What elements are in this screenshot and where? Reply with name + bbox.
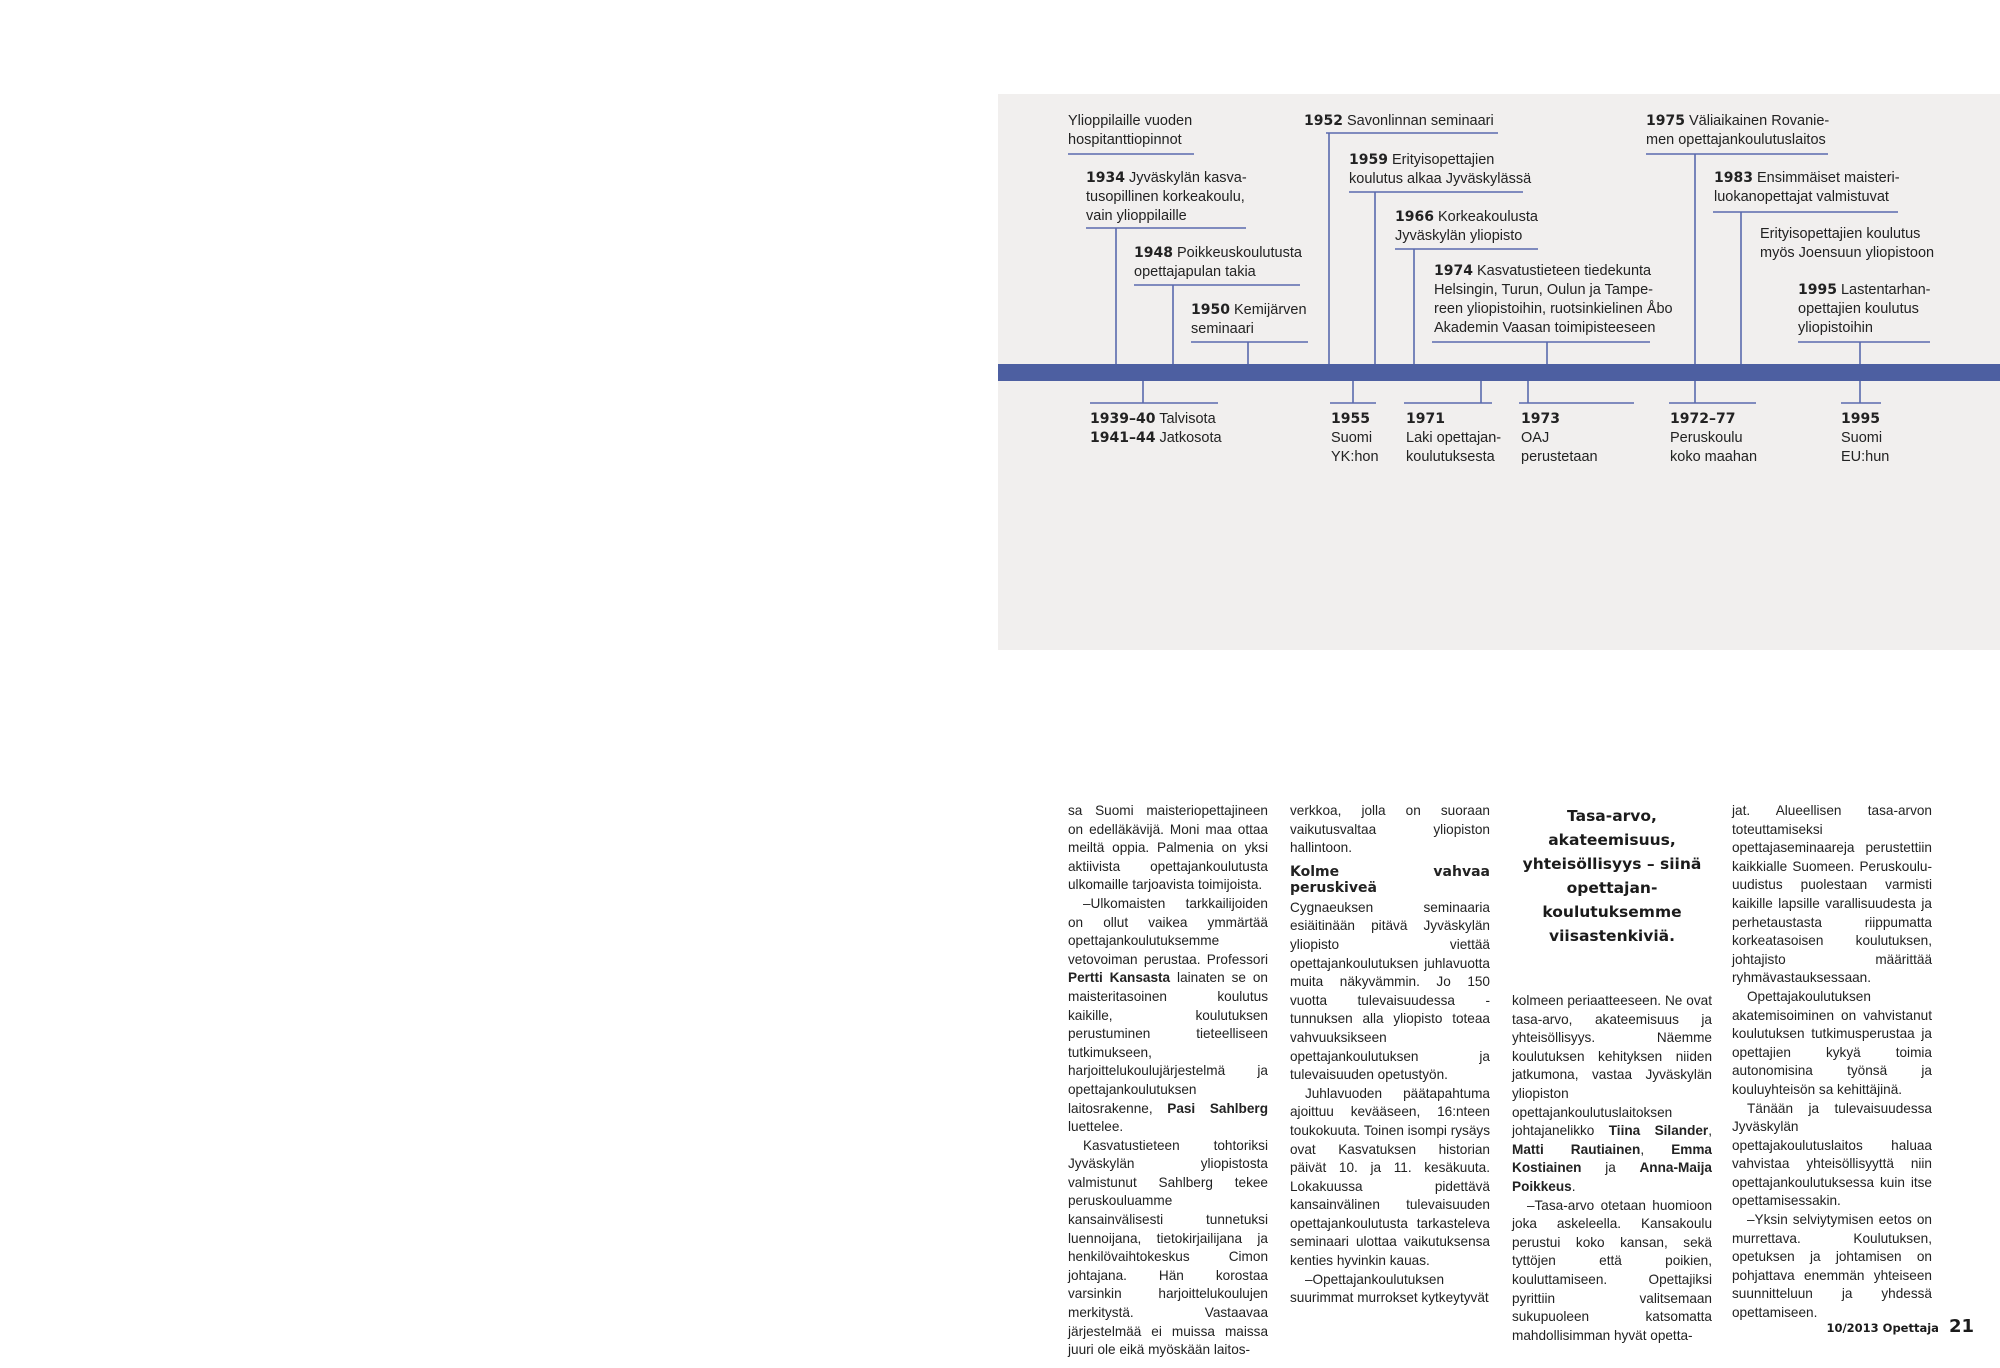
event-hospitant: Ylioppilaille vuoden hospitanttiopinnot bbox=[1068, 113, 1193, 148]
paragraph: verkkoa, jolla on suoraan vaikutusvaltaa yliopiston hallintoon. bbox=[1290, 803, 1490, 856]
paragraph: –Ulkomaisten tarkkailijoiden on ollut vaikea ymmärtää opettajankoulutuksemme vetovoiman perustaa. Professori Pertti Kansasta lainaten se on maisteritasoinen koulutus kaikille, koulutuksen perustuminen tieteelliseen tutkimukseen, harjoittelukoulujärjestelmä ja opettajankoulutuksen laitosrakenne, Pasi Sahlberg luettelee. bbox=[1068, 895, 1268, 1135]
paragraph: Juhlavuoden päätapahtuma ajoittuu kevääseen, 16:nteen toukokuuta. Toinen isompi rysäys ovat Kasvatuksen historian päivät 10. ja 11. kesäkuuta. Lokakuussa pidettävä kansainvälinen tulevaisuuden opettajankoulutusta tarkasteleva seminaari ulottaa vaikutuksensa kenties hyvinkin kauas. bbox=[1290, 1085, 1490, 1269]
event-1983: 1983 Ensimmäiset maisteri- luokanopettajat valmistuvat bbox=[1714, 170, 1900, 205]
paragraph: Opettajakoulutuksen akatemisoiminen on vahvistanut koulutuksen tutkimusperustaa ja opettajien kykyä toimia autonomisina työnsä ja kouluyhteisön sa kehittäjinä. bbox=[1732, 988, 1932, 1097]
event-1973: 1973 OAJ perustetaan bbox=[1521, 411, 1598, 465]
page-number: 21 bbox=[1948, 1316, 1974, 1337]
event-1975: 1975 Väliaikainen Rovanie- men opettajankoulutuslaitos bbox=[1646, 113, 1830, 148]
event-1955: 1955 Suomi YK:hon bbox=[1331, 411, 1379, 465]
event-1974: 1974 Kasvatustieteen tiedekunta Helsingin, Turun, Oulun ja Tampe- reen yliopistoihin, ruotsinkielinen Åbo Akademin Vaasan toimipisteeseen bbox=[1434, 263, 1673, 336]
event-1959: 1959 Erityisopettajien koulutus alkaa Jyväskylässä bbox=[1349, 152, 1532, 187]
event-1995-lastentarha: 1995 Lastentarhan- opettajien koulutus yliopistoihin bbox=[1798, 282, 1931, 336]
paragraph: sa Suomi maisteriopettajineen on edelläkävijä. Moni maa ottaa meiltä oppia. Palmenia on yksi aktiivista opettajankoulutusta ulkomaille tarjoavista toimijoista. bbox=[1068, 803, 1268, 893]
article-column-2 bbox=[1290, 802, 1490, 1308]
article-column-1 bbox=[1068, 802, 1268, 1360]
article-column-3 bbox=[1512, 992, 1712, 1345]
paragraph: kolmeen periaatteeseen. Ne ovat tasa-arvo, akateemisuus ja yhteisöllisyys. Näemme koulutuksen kehityksen niiden jatkumona, vastaa Jyväskylän yliopiston opettajankoulutuslaitoksen johtajanelikko Tiina Silander, Matti Rautiainen, Emma Kostiainen ja Anna-Maija Poikkeus. bbox=[1512, 993, 1713, 1194]
pull-quote: Tasa-arvo, akateemisuus, yhteisöllisyys – siinä opettajankoulutuksemme viisastenkiviä. bbox=[1522, 807, 1702, 945]
event-1952: 1952 Savonlinnan seminaari bbox=[1304, 113, 1494, 129]
event-1950: 1950 Kemijärven seminaari bbox=[1191, 302, 1307, 337]
paragraph: –Yksin selviytymisen eetos on murrettava. Koulutuksen, opetuksen ja johtamisen on pohjattava enemmän yhteiseen suunnitteluun ja yhdessä opettamiseen. bbox=[1732, 1212, 1932, 1321]
paragraph: Cygnaeuksen seminaaria esiäitinään pitävä Jyväskylän yliopisto viettää opettajankoulutuksen juhlavuotta muita näkyvämmin. Jo 150 vuotta tulevaisuudessa -tunnuksen alla yliopisto toteaa vahvuuksikseen opettajankoulutuksen ja tulevaisuuden opetustyön. bbox=[1290, 899, 1490, 1083]
paragraph: –Tasa-arvo otetaan huomioon joka askeleella. Kansakoulu perustui koko kansan, sekä tyttöjen että poikien, kouluttamiseen. Opettajiksi pyrittiin valitsemaan sukupuoleen katsomatta mahdollisimman hyvät opetta- bbox=[1512, 1197, 1712, 1343]
timeline-axis bbox=[998, 364, 2000, 381]
event-1971: 1971 Laki opettajan- koulutuksesta bbox=[1406, 411, 1502, 465]
article-column-4 bbox=[1732, 802, 1932, 1323]
event-1966: 1966 Korkeakoulusta Jyväskylän yliopisto bbox=[1395, 209, 1538, 244]
section-heading: Kolme vahvaa peruskiveä bbox=[1290, 863, 1490, 896]
event-1934: 1934 Jyväskylän kasva- tusopillinen korkeakoulu, vain ylioppilaille bbox=[1086, 170, 1247, 224]
issue-label: 10/2013 Opettaja bbox=[1826, 1321, 1939, 1335]
event-1948: 1948 Poikkeuskoulutusta opettajapulan takia bbox=[1134, 245, 1302, 280]
timeline-panel bbox=[998, 94, 2000, 650]
event-1995-eu: 1995 Suomi EU:hun bbox=[1841, 411, 1890, 465]
paragraph: Kasvatustieteen tohtoriksi Jyväskylän yliopistosta valmistunut Sahlberg tekee peruskouluamme kansainvälisesti tunnetuksi luennoijana, tietokirjailijana ja henkilövaihtokeskus Cimon johtajana. Hän korostaa varsinkin harjoittelukoulujen merkitystä. Vastaavaa järjestelmää ei muissa maissa juuri ole eikä myöskään laitos- bbox=[1068, 1137, 1268, 1358]
page-footer bbox=[1826, 1316, 1974, 1337]
event-1972-77: 1972–77 Peruskoulu koko maahan bbox=[1670, 411, 1758, 465]
event-joensuu: Erityisopettajien koulutus myös Joensuun yliopistoon bbox=[1760, 226, 1935, 261]
paragraph: –Opettajankoulutuksen suurimmat murrokset kytkeytyvät bbox=[1290, 1271, 1489, 1306]
event-wars: 1939–40 Talvisota 1941–44 Jatkosota bbox=[1090, 411, 1222, 446]
paragraph: jat. Alueellisen tasa-arvon toteuttamiseksi opettajaseminaareja perustettiin kaikkialle Suomeen. Peruskoulu-uudistus puolestaan varmisti kaikille lapsille varallisuudesta ja perhetaustasta riippumatta korkeatasoisen koulutuksen, johtajisto määrittää ryhmävastauksessaan. bbox=[1732, 803, 1932, 986]
paragraph: Tänään ja tulevaisuudessa Jyväskylän opettajakoulutuslaitos haluaa vahvistaa yhteisöllisyyttä niin opettajankoulutuksessa kuin itse opettamisessakin. bbox=[1732, 1100, 1932, 1209]
